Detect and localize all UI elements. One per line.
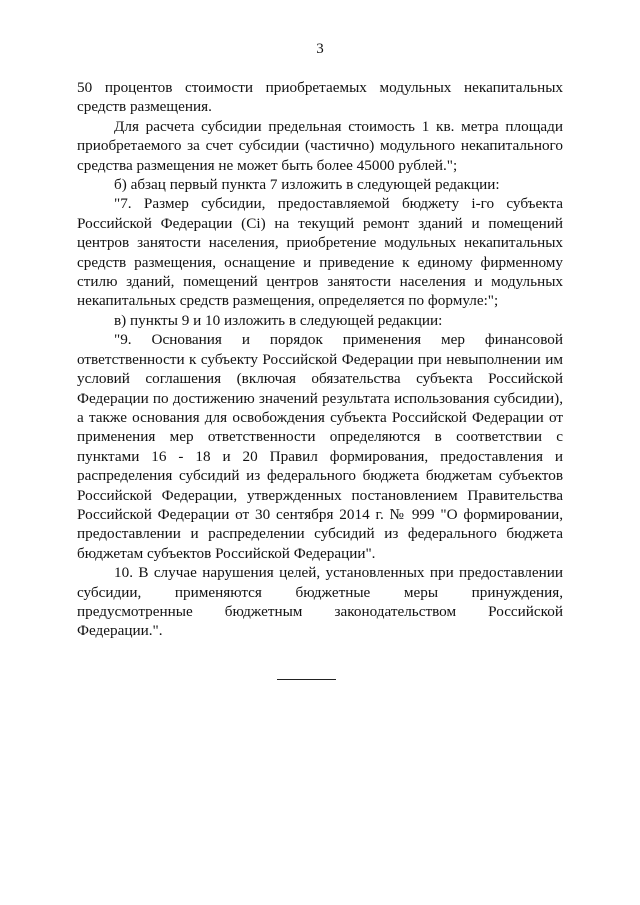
paragraph-subsidy-limit: Для расчета субсидии предельная стоимость 1 кв. метра площади приобретаемого за счет субсидии (частично) модульного некапитального средства размещения не может быть более 45000 рублей."; [77,117,563,174]
page-number: 3 [316,41,324,57]
document-body [77,78,563,641]
paragraph-amendment-v: в) пункты 9 и 10 изложить в следующей редакции: [114,311,443,329]
paragraph-clause-7: "7. Размер субсидии, предоставляемой бюджету i-го субъекта Российской Федерации (Ci) на текущий ремонт зданий и помещений центров занятости населения, приобретение модульных некапитальных средств размещения, оснащение и приведение к единому фирменному стилю зданий, помещений центров занятости населения и модульных некапитальных средств размещения, определяется по формуле:"; [77,195,563,310]
closing-divider [277,679,336,680]
paragraph-amendment-b: б) абзац первый пункта 7 изложить в следующей редакции: [114,176,500,194]
paragraph-clause-10: 10. В случае нарушения целей, установленных при предоставлении субсидии, применяются бюджетные меры принуждения, предусмотренные бюджетным законодательством Российской Федерации.". [77,564,563,640]
paragraph-continuation: 50 процентов стоимости приобретаемых модульных некапитальных средств размещения. [77,79,563,116]
paragraph-clause-9: "9. Основания и порядок применения мер финансовой ответственности к субъекту Российской Федерации при невыполнении им условий соглашения (включая обязательства субъекта Российской Федерации по достижению значений результата использования субсидии), а также основания для освобождения субъекта Российской Федерации от применения мер ответственности определяются в соответствии с пунктами 16 - 18 и 20 Правил формирования, предоставления и распределения субсидий из федерального бюджета бюджетам субъектов Российской Федерации, утвержденных постановлением Правительства Российской Федерации от 30 сентября 2014 г. № 999 "О формировании, предоставлении и распределении субсидий из федерального бюджета бюджетам субъектов Российской Федерации". [77,331,563,562]
